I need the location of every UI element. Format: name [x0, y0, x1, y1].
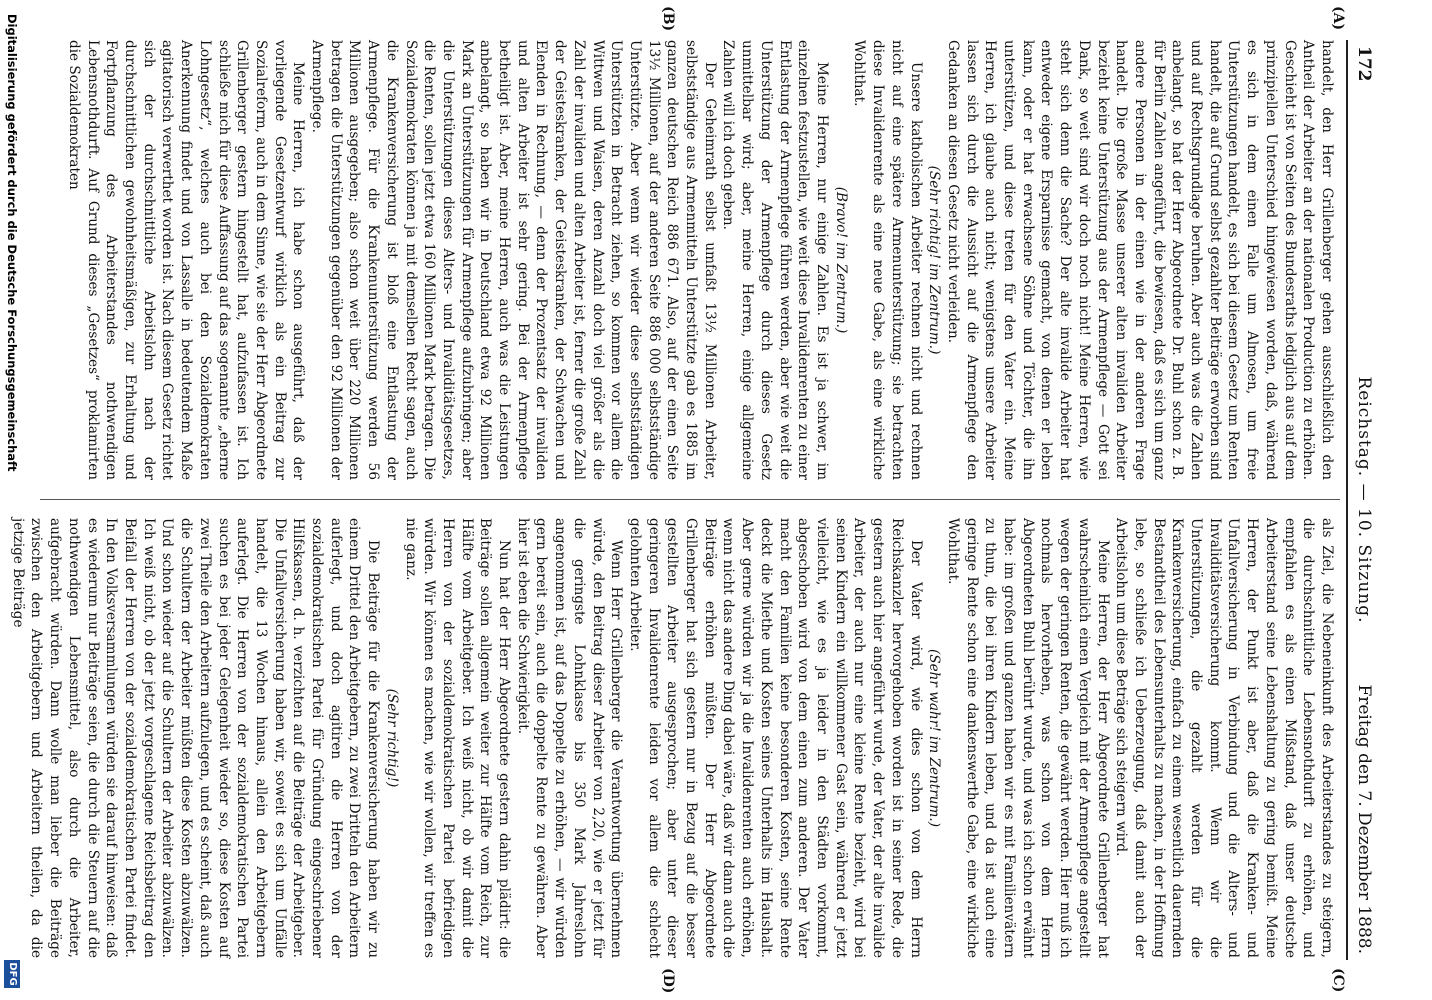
interjection: (Sehr richtig!) [383, 688, 400, 788]
dfg-logo: DFG [4, 960, 20, 988]
credit-text: Digitalisierung gefördert durch die Deutsche Forschungsgemeinschaft [5, 14, 19, 472]
page-number: 172 [1354, 46, 1374, 82]
paragraph: Die Beiträge für die Krankenversicherung haben wir zu einem Drittel den Arbeitgebern, zu zwei Dritteln den Arbeitern auferlegt, und doch agitiren die Herren von der sozialdemokratischen Partei für Gründung eingeschriebener Hilfskassen, d. h. verzichten auf die Beiträge der Arbeitgeber. Die Unfallversicherung haben wir, soweit es sich um Unfälle handelt, die 13 Wochen hinaus, allein den Arbeitgebern auferlegt. Die Herren von der sozialdemokratischen Partei suchen es bei jeder Gelegenheit wieder so, diese Kosten auf zwei Theile den Arbeitern aufzulegen, und es scheint, daß auch die Schultern der Arbeiter müßten diese Kosten abzuwälzen. Und schon wieder auf die Schultern der Arbeiter abzuwälzen. Ich weiß nicht, ob der jetzt vorgeschlagene Reichsbeitrag den Beifall der Herren von der sozialdemokratischen Partei findet. In den Volksversammlungen würden sie darauf hinweisen: daß es wiederum nur Beiträge seien, die durch die Steuern auf die nothwendigen Lebensmittel, also durch die Arbeiter, aufgebracht würden. Dann wolle man lieber die Beiträge zwischen den Arbeitgebern und Arbeitern theilen, da die jetzige Beiträge [9, 518, 382, 958]
margin-marker-b: (B) [660, 6, 676, 32]
paragraph: Meine Herren, der Herr Abgeordnete Grillenberger hat wahrscheinlich einen Vergleich mit der Armenpflege angestellt wegen der geringen Renten, die gewährt werden. Hier muß ich nochmals hervorheben, was schon von dem Herrn Abgeordneten Buhl berührt wurde, und was ich schon erwähnt habe: im großen und ganzen haben wir es mit Familienvätern zu thun, die bei ihren Kindern leben, und da ist auch eine geringe Rente schon eine dankenswerthe Gabe, eine wirkliche Wohlthat. [944, 518, 1111, 958]
column-divider [40, 499, 1340, 500]
margin-marker-c: (C) [1330, 968, 1346, 993]
page-title: Reichstag. — 10. Sitzung. [1354, 376, 1374, 624]
paragraph: Wenn Herr Grillenberger die Verantwortung übernehmen würde, den Beitrag dieser Arbeiter von 2,20, wie er jetzt für die geringste Lohnklasse bis 350 Mark Jahreslohn angenommen ist, auf das Doppelte zu erhöhen, — wir würden gern bereit sein, auch die doppelte Rente zu gewähren. Aber hier ist eben die Schwierigkeit. [514, 518, 625, 958]
margin-marker-a: (A) [1330, 6, 1346, 31]
left-column [64, 40, 1336, 480]
paragraph: Der Geheimrath selbst umfaßt 13½ Millionen Arbeiter, selbstständige aus Armenmitteln Unterstützte gab es 1885 im ganzen deutschen Reich 886 671. Also, auf der einen Seite 13½ Millionen, auf der anderen Seite 886 000 selbstständige Unterstützte. Aber wenn wir wieder diese selbstständigen Unterstützten in Betracht ziehen, so kommen vor allem die Wittwen und Waisen, deren Anzahl doch viel größer als die Zahl der invaliden und alten Arbeiter ist, ferner die große Zahl der Geisteskranken, der Geisteskranken, der Schwachen und Elenden in Rechnung, — denn der Prozentsatz der invaliden und alten Arbeiter ist sehr gering. Bei der Armenpflege betheiligt ist. Aber, meine Herren, auch was die Leistungen anbelangt, so haben wir in Deutschland etwa 92 Millionen Mark an Unterstützungen für Armenpflege aufzubringen; aber die Unterstützungen dieses Alters- und Invaliditätsgesetzes, die Renten, sollen jetzt etwa 160 Millionen Mark betragen. Die Sozialdemokraten können ja mit demselben Recht sagen, auch die Krankenversicherung ist bloß eine Entlastung der Armenpflege. Für die Krankenunterstützung werden 56 Millionen ausgegeben; also schon weit über 220 Millionen betragen die Unterstützungen gegenüber den 92 Millionen der Armenpflege. [309, 40, 718, 480]
session-date: Freitag den 7. Dezember 1888. [1354, 684, 1374, 954]
paragraph: Unsere katholischen Arbeiter rechnen nicht und rechnen nicht auf eine spätere Armenunterstützung; sie betrachten diese Invalidenrente als eine neue Gabe, als eine wirkliche Wohlthat. [851, 40, 924, 480]
paragraph: Meine Herren, nur einige Zahlen. Es ist ja schwer, im einzelnen festzustellen, wie weit diese Invalidenrenten zu einer Entlastung der Armenpflege führen werden, aber wie weit die Unterstützung der Armenpflege durch dieses Gesetz unmittelbar wird; aber, meine Herren, einige allgemeine Zahlen will ich doch geben. [720, 40, 831, 480]
right-column [8, 518, 1336, 958]
paragraph: Meine Herren, ich habe schon ausgeführt, daß der vorliegende Gesetzentwurf wirklich als ein Beitrag zur Sozialreform, auch in dem Sinne, wie sie der Herr Abgeordnete Grillenberger gestern hingestellt hat, aufzufassen ist. Ich schließe mich für diese Auffassung auf das sogenannte „eherne Lohngesetz“, welches auch bei den Sozialdemokraten Anerkennung findet und von Lassalle in bedeutendem Maße agitatorisch verwerthet worden ist. Nach diesem Gesetz richtet sich der durchschnittliche Arbeitslohn nach der durchschnittlichen gewohnheitsmäßigen, zur Erhaltung und Fortpflanzung des Arbeiterstandes nothwendigen Lebensnothdurft. Auf Grund dieses „Gesetzes“ proklamirten die Sozialdemokraten [65, 40, 307, 480]
paragraph: Der Vater wird, wie dies schon von dem Herrn Reichskanzler hervorgehoben worden ist in seiner Rede, die gestern auch hier angeführt wurde, der Vater, der alte invalide Arbeiter, der auch nur eine kleine Rente bezieht, wird bei seinen Kindern ein willkommener Gast sein, während er jetzt vielleicht, wie es ja leider in den Städten vorkommt, abgeschoben wird von dem einen zum anderen. Der Vater macht den Familien keine besonderen Kosten, seine Rente deckt die Miethe und Kosten seines Unterhalts im Haushalt. Aber gerne würden wir ja die Invalidenrenten auch erhöhen, wenn nicht das andere Ding dabei wäre, daß wir dann auch die Beiträge erhöhen müßten. Der Herr Abgeordnete Grillenberger hat sich gestern nur in Bezug auf die besser gestellten Arbeiter ausgesprochen; aber unter dieser geringeren Invalidenrente leiden vor allem die schlecht gelohnten Arbeiter. [626, 518, 924, 958]
interjection: (Sehr wahr! im Zentrum.) [926, 648, 943, 828]
digitization-credit [0, 0, 22, 1000]
paragraph: Nun hat der Herr Abgeordnete gestern dahin plädirt: die Beiträge sollen allgemein weiter zur Hälfte vom Reich, zur Hälfte vom Arbeitgeber. Ich weiß nicht, ob wir damit die Herren von der sozialdemokratischen Partei befriedigen würden. Wir können es machen, wie wir wollen, wir treffen es nie ganz. [402, 518, 513, 958]
page-header [1346, 40, 1376, 960]
margin-marker-d: (D) [660, 968, 676, 994]
interjection: (Bravo! im Zentrum.) [832, 186, 849, 334]
interjection: (Sehr richtig! im Zentrum.) [926, 165, 943, 355]
paragraph: als Ziel, die Nebeneinkunft des Arbeiterstandes zu steigern, die durchschnittliche Lebensnothdurft zu erhöhen, und empfahlen es als einen Mißstand, daß unser deutsche Arbeiterstand seine Lebenshaltung zu gering bemißt. Meine Herren, der Punkt ist aber, daß die Kranken- und Unfallversicherung in Verbindung und die Alters- und Invaliditätsversicherung kommt. Wenn wir die Unterstützungen, die gezahlt werden für die Krankenversicherung, einfach zu einem wesentlich dauernden Bestandtheil des Lebensunterhalts zu machen, in der Hoffnung lebe, so schließe ich Ueberzeugung, daß damit auch der Arbeitslohn um diese Beträge sich steigern wird. [1113, 518, 1335, 958]
paragraph: handelt, den Herr Grillenberger gehen ausschließlich den Antheil der Arbeiter an der nationalen Production zu erhöhen. Geschieht ist von Seiten des Bundesraths lediglich aus auf dem prinzipiellen Unterschied hingewiesen worden, daß, während es sich in dem einen Falle um Almosen, um freie Unterstützungen handelt, es sich bei diesem Gesetz um Renten handelt, die auf Grund selbst gezahlter Beiträge erworben sind und auf Rechtsgrundlage beruhen. Aber auch was die Zahlen anbelangt, so hat der Herr Abgeordnete Dr. Buhl schon z. B. für Berlin Zahlen angeführt, die bewiesen, daß es sich um ganz andere Personen in der einen wie in der anderen Frage handelt. Die große Masse unserer alten invaliden Arbeiter bezieht keine Unterstützung aus der Armenpflege — Gott sei Dank, so weit sind wir doch noch nicht! Meine Herren, wie steht sich denn die Sache? Der alte invalide Arbeiter hat entweder eigene Ersparnisse gemacht, von denen er leben kann, oder er hat erwachsene Söhne und Töchter, die ihn unterstützen, und diese treten für den Vater ein. Meine Herren, ich glaube auch nicht; wenigstens unsere Arbeiter lassen sich durch die Aussicht auf die Armenpflege den Gedanken an diesen Gesetz nicht verleiden. [944, 40, 1335, 480]
